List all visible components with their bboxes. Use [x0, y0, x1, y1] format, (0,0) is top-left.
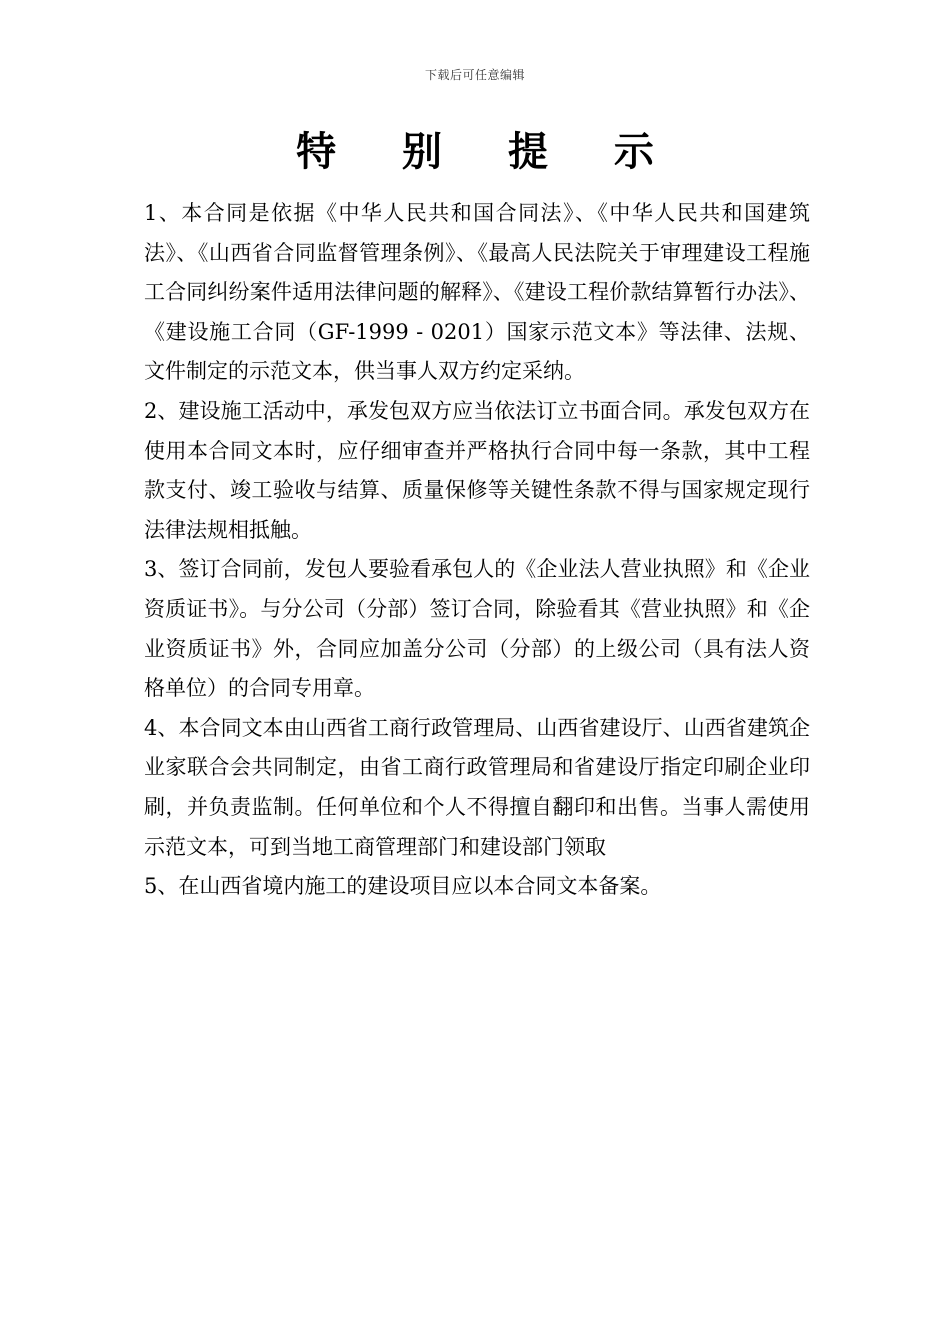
notice-paragraph-5: 5、在山西省境内施工的建设项目应以本合同文本备案。 — [144, 874, 662, 899]
notice-paragraph-4: 4、本合同文本由山西省工商行政管理局、山西省建设厅、山西省建筑企业家联合会共同制定，由省工商行政管理局和省建设厅指定印刷企业印刷，并负责监制。任何单位和个人不得擅自翻印和出售。当事人需使用示范文本，可到当地工商管理部门和建设部门领取 — [144, 715, 810, 859]
notice-paragraph-1: 1、本合同是依据《中华人民共和国合同法》、《中华人民共和国建筑法》、《山西省合同监督管理条例》、《最高人民法院关于审理建设工程施工合同纠纷案件适用法律问题的解释》、《建设工程价款结算暂行办法》、《建设施工合同（GF-1999 - 0201）国家示范文本》等法律、法规、文件制定的示范文本，供当事人双方约定采纳。 — [144, 201, 810, 384]
notice-paragraph-2: 2、建设施工活动中，承发包双方应当依法订立书面合同。承发包双方在使用本合同文本时，应仔细审查并严格执行合同中每一条款，其中工程款支付、竣工验收与结算、质量保修等关键性条款不得与国家规定现行法律法规相抵触。 — [144, 398, 810, 542]
header-note: 下载后可任意编辑 — [424, 68, 525, 82]
notice-paragraph-3: 3、签订合同前，发包人要验看承包人的《企业法人营业执照》和《企业资质证书》。与分公司（分部）签订合同，除验看其《营业执照》和《企业资质证书》外，合同应加盖分公司（分部）的上级公司（具有法人资格单位）的合同专用章。 — [144, 557, 810, 701]
page-title: 特 别 提 示 — [296, 128, 680, 175]
notice-body — [144, 194, 810, 907]
